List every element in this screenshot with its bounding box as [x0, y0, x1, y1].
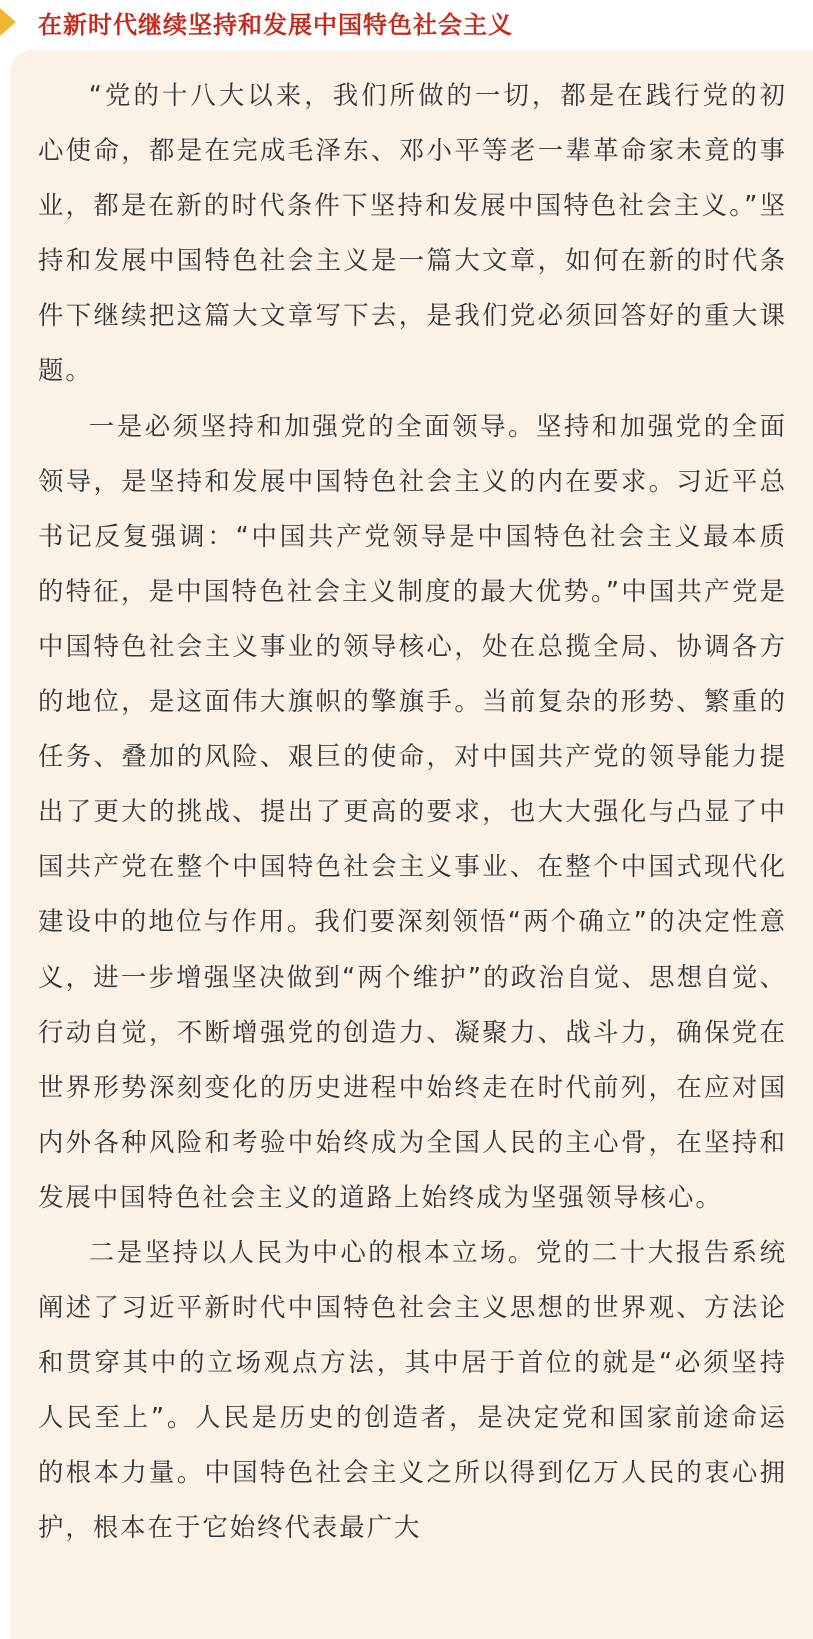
section-header [0, 0, 813, 44]
article-body [10, 50, 813, 1639]
paragraph-party-leadership: 一是必须坚持和加强党的全面领导。坚持和加强党的全面领导，是坚持和发展中国特色社会主义的内在要求。习近平总书记反复强调：“中国共产党领导是中国特色社会主义最本质的特征，是中国特色社会主义制度的最大优势。”中国共产党是中国特色社会主义事业的领导核心，处在总揽全局、协调各方的地位，是这面伟大旗帜的擎旗手。当前复杂的形势、繁重的任务、叠加的风险、艰巨的使命，对中国共产党的领导能力提出了更大的挑战、提出了更高的要求，也大大强化与凸显了中国共产党在整个中国特色社会主义事业、在整个中国式现代化建设中的地位与作用。我们要深刻领悟“两个确立”的决定性意义，进一步增强坚决做到“两个维护”的政治自觉、思想自觉、行动自觉，不断增强党的创造力、凝聚力、战斗力，确保党在世界形势深刻变化的历史进程中始终走在时代前列，在应对国内外各种风险和考验中始终成为全国人民的主心骨，在坚持和发展中国特色社会主义的道路上始终成为坚强领导核心。 [38, 410, 787, 1212]
paragraph-intro: “党的十八大以来，我们所做的一切，都是在践行党的初心使命，都是在完成毛泽东、邓小平等老一辈革命家未竟的事业，都是在新的时代条件下坚持和发展中国特色社会主义。”坚持和发展中国特色社会主义是一篇大文章，如何在新的时代条件下继续把这篇大文章写下去，是我们党必须回答好的重大课题。 [38, 80, 787, 386]
triangle-arrow-icon [0, 8, 16, 36]
paragraph-people-centered: 二是坚持以人民为中心的根本立场。党的二十大报告系统阐述了习近平新时代中国特色社会主义思想的世界观、方法论和贯穿其中的立场观点方法，其中居于首位的就是“必须坚持人民至上”。人民是历史的创造者，是决定党和国家前途命运的根本力量。中国特色社会主义之所以得到亿万人民的衷心拥护，根本在于它始终代表最广大 [38, 1236, 787, 1543]
section-title: 在新时代继续坚持和发展中国特色社会主义 [38, 11, 513, 39]
